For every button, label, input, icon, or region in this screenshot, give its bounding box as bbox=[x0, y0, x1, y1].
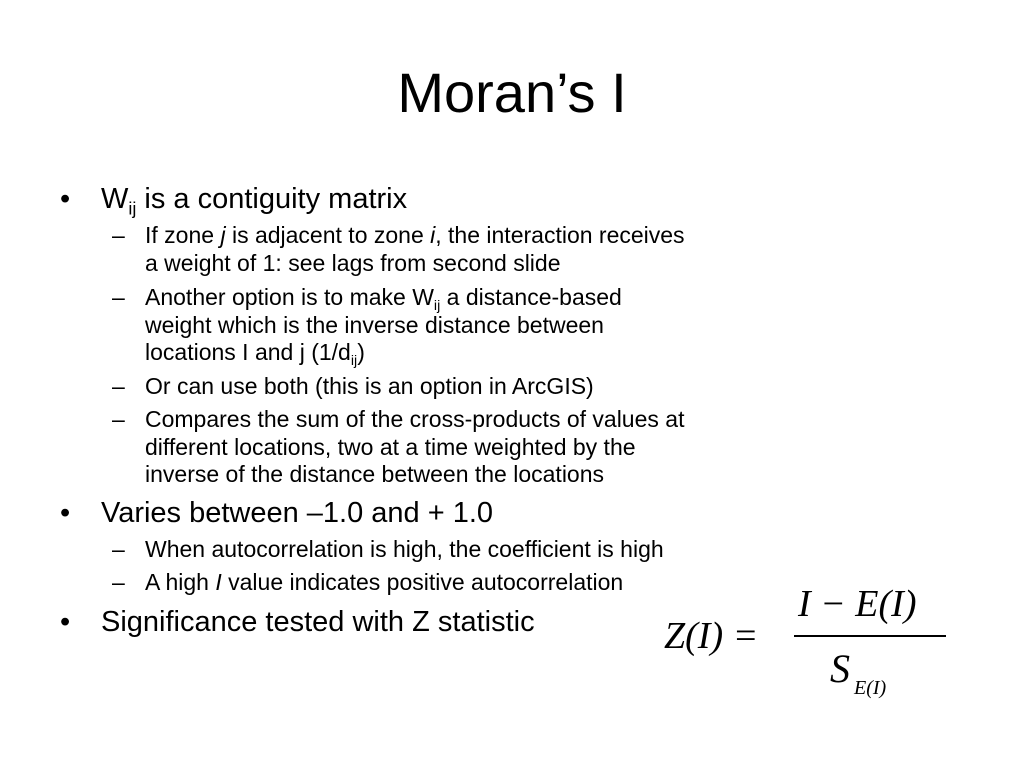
text-line: a weight of 1: see lags from second slide bbox=[145, 249, 561, 276]
text-run: , the interaction receives bbox=[435, 222, 685, 248]
text-line: Or can use both (this is an option in ArcGIS) bbox=[145, 373, 594, 399]
w-symbol: W bbox=[101, 183, 129, 215]
bullet-text bbox=[101, 182, 408, 219]
text-line bbox=[145, 339, 622, 367]
text-run: value indicates positive autocorrelation bbox=[221, 569, 624, 595]
text-run: is adjacent to zone bbox=[225, 222, 431, 248]
bullet-marker: • bbox=[60, 183, 71, 215]
bullet-text: Significance tested with Z statistic bbox=[101, 606, 535, 638]
slide-title: Moran’s I bbox=[397, 61, 627, 124]
sub-bullet-text bbox=[145, 373, 594, 401]
italic-i: i bbox=[430, 222, 436, 248]
text-run: If zone bbox=[145, 222, 221, 248]
sub-bullet-text bbox=[145, 284, 622, 367]
sub-marker: – bbox=[112, 569, 125, 595]
formula-numerator: I − E(I) bbox=[798, 583, 917, 625]
bullet-marker: • bbox=[60, 606, 71, 638]
text-line bbox=[145, 284, 622, 312]
sub-bullet-text bbox=[145, 406, 684, 489]
formula-graphic bbox=[660, 582, 960, 712]
italic-i: I bbox=[215, 569, 222, 595]
sub-bullet-text bbox=[145, 222, 685, 277]
formula-denominator-s: S bbox=[830, 646, 850, 691]
text-run: Another option is to make W bbox=[145, 284, 434, 310]
z-statistic-formula bbox=[660, 582, 960, 712]
sub-marker: – bbox=[112, 222, 125, 248]
text-line: Compares the sum of the cross-products of values at bbox=[145, 406, 685, 432]
bullet-text-rest: is a contiguity matrix bbox=[136, 183, 408, 215]
text-line: When autocorrelation is high, the coefficient is high bbox=[145, 536, 664, 562]
formula-denominator-subscript: E(I) bbox=[854, 677, 887, 699]
sub-marker: – bbox=[112, 373, 125, 399]
text-run: a distance-based bbox=[440, 284, 622, 310]
text-line: weight which is the inverse distance between bbox=[145, 311, 604, 338]
sub-bullet-text bbox=[145, 569, 623, 597]
text-line: different locations, two at a time weighted by the bbox=[145, 433, 636, 460]
bullet-marker: • bbox=[60, 497, 71, 529]
bullet-text: Varies between –1.0 and + 1.0 bbox=[101, 497, 494, 529]
italic-j: j bbox=[220, 222, 226, 248]
text-line: inverse of the distance between the locations bbox=[145, 461, 605, 487]
subscript: ij bbox=[433, 297, 441, 314]
w-subscript: ij bbox=[128, 198, 137, 219]
text-line bbox=[145, 222, 685, 250]
text-run: A high bbox=[145, 569, 216, 595]
sub-bullet-text bbox=[145, 536, 664, 564]
sub-marker: – bbox=[112, 284, 125, 310]
sub-marker: – bbox=[112, 536, 125, 562]
text-run: locations I and j (1/d bbox=[145, 339, 351, 365]
subscript: ij bbox=[350, 352, 358, 369]
sub-marker: – bbox=[112, 406, 125, 432]
formula-lhs: Z(I) = bbox=[664, 615, 759, 657]
text-line bbox=[145, 569, 623, 597]
text-run: ) bbox=[357, 339, 365, 365]
